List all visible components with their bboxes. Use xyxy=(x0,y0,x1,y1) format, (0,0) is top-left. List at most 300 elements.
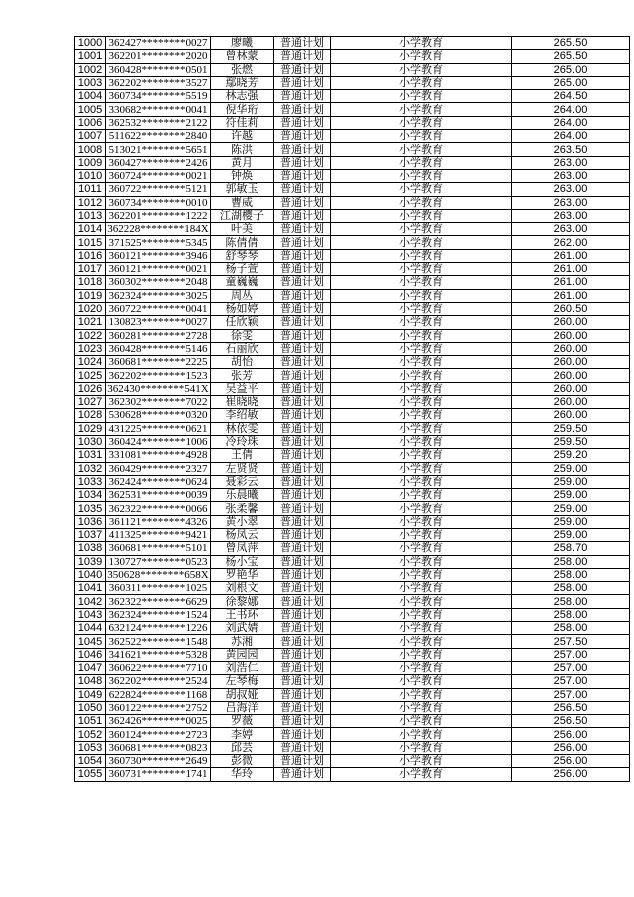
row-number-cell: 1021 xyxy=(75,316,106,329)
score-cell: 259.00 xyxy=(512,462,630,475)
id-number-cell: 431225********0621 xyxy=(106,422,211,435)
student-name-cell: 任欣颖 xyxy=(211,316,274,329)
row-number-cell: 1004 xyxy=(75,90,106,103)
major-cell: 小学教育 xyxy=(331,369,512,382)
plan-type-cell: 普通计划 xyxy=(274,741,331,754)
row-number-cell: 1038 xyxy=(75,542,106,555)
major-cell: 小学教育 xyxy=(331,568,512,581)
table-row xyxy=(75,143,630,156)
row-number-cell: 1020 xyxy=(75,302,106,315)
student-name-cell: 石丽欣 xyxy=(211,342,274,355)
student-name-cell: 黄园园 xyxy=(211,648,274,661)
id-number-cell: 362202********2524 xyxy=(106,675,211,688)
plan-type-cell: 普通计划 xyxy=(274,515,331,528)
id-number-cell: 362522********1548 xyxy=(106,635,211,648)
plan-type-cell: 普通计划 xyxy=(274,688,331,701)
major-cell: 小学教育 xyxy=(331,422,512,435)
score-cell: 263.00 xyxy=(512,196,630,209)
student-name-cell: 徐雯 xyxy=(211,329,274,342)
id-number-cell: 362201********2020 xyxy=(106,50,211,63)
id-number-cell: 360428********0501 xyxy=(106,63,211,76)
plan-type-cell: 普通计划 xyxy=(274,90,331,103)
student-name-cell: 吴益平 xyxy=(211,382,274,395)
plan-type-cell: 普通计划 xyxy=(274,449,331,462)
id-number-cell: 360681********5101 xyxy=(106,542,211,555)
major-cell: 小学教育 xyxy=(331,356,512,369)
plan-type-cell: 普通计划 xyxy=(274,595,331,608)
major-cell: 小学教育 xyxy=(331,715,512,728)
table-row xyxy=(75,741,630,754)
plan-type-cell: 普通计划 xyxy=(274,329,331,342)
admission-table-body xyxy=(75,37,630,782)
score-cell: 264.50 xyxy=(512,90,630,103)
row-number-cell: 1050 xyxy=(75,701,106,714)
plan-type-cell: 普通计划 xyxy=(274,183,331,196)
score-cell: 260.00 xyxy=(512,409,630,422)
student-name-cell: 曹威 xyxy=(211,196,274,209)
score-cell: 259.00 xyxy=(512,489,630,502)
student-name-cell: 林志强 xyxy=(211,90,274,103)
table-row xyxy=(75,595,630,608)
score-cell: 256.50 xyxy=(512,701,630,714)
student-name-cell: 舒琴琴 xyxy=(211,249,274,262)
score-cell: 257.50 xyxy=(512,635,630,648)
score-cell: 259.00 xyxy=(512,502,630,515)
score-cell: 261.00 xyxy=(512,289,630,302)
plan-type-cell: 普通计划 xyxy=(274,369,331,382)
table-row xyxy=(75,409,630,422)
id-number-cell: 360731********1741 xyxy=(106,768,211,781)
major-cell: 小学教育 xyxy=(331,183,512,196)
major-cell: 小学教育 xyxy=(331,143,512,156)
id-number-cell: 362427********0027 xyxy=(106,37,211,50)
id-number-cell: 360734********5519 xyxy=(106,90,211,103)
id-number-cell: 530628********0320 xyxy=(106,409,211,422)
plan-type-cell: 普通计划 xyxy=(274,409,331,422)
row-number-cell: 1017 xyxy=(75,263,106,276)
id-number-cell: 360281********2728 xyxy=(106,329,211,342)
plan-type-cell: 普通计划 xyxy=(274,755,331,768)
major-cell: 小学教育 xyxy=(331,103,512,116)
plan-type-cell: 普通计划 xyxy=(274,236,331,249)
student-name-cell: 罗艳华 xyxy=(211,568,274,581)
student-name-cell: 刘根文 xyxy=(211,582,274,595)
table-row xyxy=(75,76,630,89)
id-number-cell: 362531********0039 xyxy=(106,489,211,502)
id-number-cell: 411325********9421 xyxy=(106,528,211,541)
student-name-cell: 李婷 xyxy=(211,728,274,741)
score-cell: 258.00 xyxy=(512,622,630,635)
student-name-cell: 叶美 xyxy=(211,223,274,236)
table-row xyxy=(75,542,630,555)
plan-type-cell: 普通计划 xyxy=(274,209,331,222)
row-number-cell: 1047 xyxy=(75,661,106,674)
major-cell: 小学教育 xyxy=(331,90,512,103)
student-name-cell: 杨凤云 xyxy=(211,528,274,541)
id-number-cell: 362322********6629 xyxy=(106,595,211,608)
major-cell: 小学教育 xyxy=(331,169,512,182)
major-cell: 小学教育 xyxy=(331,63,512,76)
score-cell: 264.00 xyxy=(512,130,630,143)
student-name-cell: 曾林蒙 xyxy=(211,50,274,63)
plan-type-cell: 普通计划 xyxy=(274,528,331,541)
admission-table xyxy=(74,36,630,782)
major-cell: 小学教育 xyxy=(331,635,512,648)
score-cell: 261.00 xyxy=(512,249,630,262)
id-number-cell: 362228********184X xyxy=(107,223,209,236)
id-number-cell: 360722********5121 xyxy=(106,183,211,196)
table-row xyxy=(75,515,630,528)
row-number-cell: 1048 xyxy=(75,675,106,688)
table-row xyxy=(75,63,630,76)
score-cell: 265.00 xyxy=(512,76,630,89)
score-cell: 259.50 xyxy=(512,435,630,448)
row-number-cell: 1010 xyxy=(75,169,106,182)
id-number-cell: 511622********2840 xyxy=(106,130,211,143)
plan-type-cell: 普通计划 xyxy=(274,50,331,63)
score-cell: 260.00 xyxy=(512,342,630,355)
major-cell: 小学教育 xyxy=(331,528,512,541)
table-row xyxy=(75,661,630,674)
row-number-cell: 1026 xyxy=(75,382,106,395)
plan-type-cell: 普通计划 xyxy=(274,302,331,315)
table-row xyxy=(75,289,630,302)
id-number-cell: 622824********1168 xyxy=(106,688,211,701)
table-row xyxy=(75,329,630,342)
table-row xyxy=(75,688,630,701)
row-number-cell: 1051 xyxy=(75,715,106,728)
id-number-cell: 361121********4326 xyxy=(106,515,211,528)
row-number-cell: 1039 xyxy=(75,555,106,568)
student-name-cell: 钟焕 xyxy=(211,169,274,182)
row-number-cell: 1009 xyxy=(75,156,106,169)
table-row xyxy=(75,475,630,488)
major-cell: 小学教育 xyxy=(331,489,512,502)
id-number-cell: 360121********3946 xyxy=(106,249,211,262)
plan-type-cell: 普通计划 xyxy=(274,608,331,621)
table-row xyxy=(75,116,630,129)
plan-type-cell: 普通计划 xyxy=(274,143,331,156)
major-cell: 小学教育 xyxy=(331,502,512,515)
score-cell: 256.50 xyxy=(512,715,630,728)
id-number-cell: 362202********1523 xyxy=(106,369,211,382)
score-cell: 256.00 xyxy=(512,768,630,781)
student-name-cell: 左贤贤 xyxy=(211,462,274,475)
table-row xyxy=(75,209,630,222)
row-number-cell: 1054 xyxy=(75,755,106,768)
row-number-cell: 1029 xyxy=(75,422,106,435)
table-row xyxy=(75,701,630,714)
row-number-cell: 1044 xyxy=(75,622,106,635)
id-number-cell: 513021********5651 xyxy=(106,143,211,156)
student-name-cell: 陈洪 xyxy=(211,143,274,156)
row-number-cell: 1041 xyxy=(75,582,106,595)
major-cell: 小学教育 xyxy=(331,396,512,409)
plan-type-cell: 普通计划 xyxy=(274,475,331,488)
id-number-cell: 362324********1524 xyxy=(106,608,211,621)
score-cell: 256.00 xyxy=(512,728,630,741)
score-cell: 258.00 xyxy=(512,555,630,568)
row-number-cell: 1042 xyxy=(75,595,106,608)
major-cell: 小学教育 xyxy=(331,475,512,488)
score-cell: 259.20 xyxy=(512,449,630,462)
id-number-cell: 360722********0041 xyxy=(106,302,211,315)
row-number-cell: 1033 xyxy=(75,475,106,488)
row-number-cell: 1034 xyxy=(75,489,106,502)
row-number-cell: 1005 xyxy=(75,103,106,116)
major-cell: 小学教育 xyxy=(331,688,512,701)
plan-type-cell: 普通计划 xyxy=(274,489,331,502)
plan-type-cell: 普通计划 xyxy=(274,582,331,595)
plan-type-cell: 普通计划 xyxy=(274,502,331,515)
major-cell: 小学教育 xyxy=(331,622,512,635)
row-number-cell: 1019 xyxy=(75,289,106,302)
table-row xyxy=(75,183,630,196)
plan-type-cell: 普通计划 xyxy=(274,635,331,648)
row-number-cell: 1049 xyxy=(75,688,106,701)
major-cell: 小学教育 xyxy=(331,608,512,621)
student-name-cell: 徐黎娜 xyxy=(211,595,274,608)
major-cell: 小学教育 xyxy=(331,582,512,595)
student-name-cell: 王书环 xyxy=(211,608,274,621)
student-name-cell: 聂彩云 xyxy=(211,475,274,488)
score-cell: 264.00 xyxy=(512,116,630,129)
plan-type-cell: 普通计划 xyxy=(274,622,331,635)
table-row xyxy=(75,37,630,50)
row-number-cell: 1013 xyxy=(75,209,106,222)
plan-type-cell: 普通计划 xyxy=(274,422,331,435)
plan-type-cell: 普通计划 xyxy=(274,768,331,781)
plan-type-cell: 普通计划 xyxy=(274,382,331,395)
row-number-cell: 1046 xyxy=(75,648,106,661)
row-number-cell: 1053 xyxy=(75,741,106,754)
row-number-cell: 1012 xyxy=(75,196,106,209)
row-number-cell: 1055 xyxy=(75,768,106,781)
plan-type-cell: 普通计划 xyxy=(274,542,331,555)
plan-type-cell: 普通计划 xyxy=(274,169,331,182)
major-cell: 小学教育 xyxy=(331,595,512,608)
plan-type-cell: 普通计划 xyxy=(274,435,331,448)
major-cell: 小学教育 xyxy=(331,382,512,395)
table-row xyxy=(75,449,630,462)
table-row xyxy=(75,582,630,595)
plan-type-cell: 普通计划 xyxy=(274,568,331,581)
table-row xyxy=(75,422,630,435)
student-name-cell: 杨子萱 xyxy=(211,263,274,276)
row-number-cell: 1007 xyxy=(75,130,106,143)
student-name-cell: 胡叔娅 xyxy=(211,688,274,701)
major-cell: 小学教育 xyxy=(331,236,512,249)
major-cell: 小学教育 xyxy=(331,130,512,143)
row-number-cell: 1032 xyxy=(75,462,106,475)
row-number-cell: 1023 xyxy=(75,342,106,355)
student-name-cell: 罗薇 xyxy=(211,715,274,728)
row-number-cell: 1052 xyxy=(75,728,106,741)
plan-type-cell: 普通计划 xyxy=(274,249,331,262)
row-number-cell: 1006 xyxy=(75,116,106,129)
plan-type-cell: 普通计划 xyxy=(274,396,331,409)
major-cell: 小学教育 xyxy=(331,661,512,674)
score-cell: 260.00 xyxy=(512,382,630,395)
plan-type-cell: 普通计划 xyxy=(274,116,331,129)
id-number-cell: 362426********0025 xyxy=(106,715,211,728)
major-cell: 小学教育 xyxy=(331,302,512,315)
row-number-cell: 1001 xyxy=(75,50,106,63)
student-name-cell: 鄢晓芳 xyxy=(211,76,274,89)
major-cell: 小学教育 xyxy=(331,76,512,89)
table-row xyxy=(75,568,630,581)
major-cell: 小学教育 xyxy=(331,449,512,462)
score-cell: 260.00 xyxy=(512,356,630,369)
row-number-cell: 1016 xyxy=(75,249,106,262)
score-cell: 257.00 xyxy=(512,675,630,688)
id-number-cell: 350628********658X xyxy=(107,569,209,582)
row-number-cell: 1011 xyxy=(75,183,106,196)
plan-type-cell: 普通计划 xyxy=(274,263,331,276)
id-number-cell: 371525********5345 xyxy=(106,236,211,249)
id-number-cell: 360302********2048 xyxy=(106,276,211,289)
table-row xyxy=(75,236,630,249)
table-row xyxy=(75,622,630,635)
major-cell: 小学教育 xyxy=(331,409,512,422)
row-number-cell: 1028 xyxy=(75,409,106,422)
student-name-cell: 刘浩仁 xyxy=(211,661,274,674)
table-row xyxy=(75,435,630,448)
row-number-cell: 1036 xyxy=(75,515,106,528)
table-row xyxy=(75,342,630,355)
id-number-cell: 360429********2327 xyxy=(106,462,211,475)
table-row xyxy=(75,768,630,781)
table-row xyxy=(75,648,630,661)
id-number-cell: 362201********1222 xyxy=(106,209,211,222)
major-cell: 小学教育 xyxy=(331,249,512,262)
plan-type-cell: 普通计划 xyxy=(274,701,331,714)
row-number-cell: 1035 xyxy=(75,502,106,515)
score-cell: 265.00 xyxy=(512,63,630,76)
plan-type-cell: 普通计划 xyxy=(274,156,331,169)
score-cell: 259.50 xyxy=(512,422,630,435)
plan-type-cell: 普通计划 xyxy=(274,661,331,674)
score-cell: 260.00 xyxy=(512,369,630,382)
plan-type-cell: 普通计划 xyxy=(274,289,331,302)
score-cell: 258.00 xyxy=(512,582,630,595)
id-number-cell: 362532********2122 xyxy=(106,116,211,129)
row-number-cell: 1018 xyxy=(75,276,106,289)
plan-type-cell: 普通计划 xyxy=(274,37,331,50)
student-name-cell: 黄月 xyxy=(211,156,274,169)
plan-type-cell: 普通计划 xyxy=(274,103,331,116)
score-cell: 265.50 xyxy=(512,50,630,63)
table-row xyxy=(75,196,630,209)
score-cell: 265.50 xyxy=(512,37,630,50)
table-row xyxy=(75,635,630,648)
student-name-cell: 符佳莉 xyxy=(211,116,274,129)
table-row xyxy=(75,356,630,369)
plan-type-cell: 普通计划 xyxy=(274,63,331,76)
score-cell: 256.00 xyxy=(512,741,630,754)
table-row xyxy=(75,608,630,621)
major-cell: 小学教育 xyxy=(331,263,512,276)
student-name-cell: 彭微 xyxy=(211,755,274,768)
id-number-cell: 360681********2225 xyxy=(106,356,211,369)
student-name-cell: 杨小宝 xyxy=(211,555,274,568)
score-cell: 263.00 xyxy=(512,223,630,236)
major-cell: 小学教育 xyxy=(331,116,512,129)
row-number-cell: 1015 xyxy=(75,236,106,249)
major-cell: 小学教育 xyxy=(331,701,512,714)
table-row xyxy=(75,755,630,768)
student-name-cell: 崔晓晓 xyxy=(211,396,274,409)
table-row xyxy=(75,715,630,728)
major-cell: 小学教育 xyxy=(331,675,512,688)
table-row xyxy=(75,369,630,382)
score-cell: 260.50 xyxy=(512,302,630,315)
id-number-cell: 360428********5146 xyxy=(106,342,211,355)
score-cell: 258.70 xyxy=(512,542,630,555)
score-cell: 263.00 xyxy=(512,209,630,222)
major-cell: 小学教育 xyxy=(331,289,512,302)
id-number-cell: 360121********0021 xyxy=(106,263,211,276)
plan-type-cell: 普通计划 xyxy=(274,462,331,475)
plan-type-cell: 普通计划 xyxy=(274,648,331,661)
major-cell: 小学教育 xyxy=(331,768,512,781)
id-number-cell: 330682********0041 xyxy=(106,103,211,116)
table-row xyxy=(75,396,630,409)
major-cell: 小学教育 xyxy=(331,435,512,448)
student-name-cell: 陈倩倩 xyxy=(211,236,274,249)
major-cell: 小学教育 xyxy=(331,329,512,342)
plan-type-cell: 普通计划 xyxy=(274,130,331,143)
row-number-cell: 1037 xyxy=(75,528,106,541)
table-row xyxy=(75,156,630,169)
row-number-cell: 1000 xyxy=(75,37,106,50)
row-number-cell: 1031 xyxy=(75,449,106,462)
id-number-cell: 130823********0027 xyxy=(106,316,211,329)
major-cell: 小学教育 xyxy=(331,755,512,768)
row-number-cell: 1022 xyxy=(75,329,106,342)
major-cell: 小学教育 xyxy=(331,515,512,528)
table-row xyxy=(75,223,630,236)
score-cell: 260.00 xyxy=(512,329,630,342)
student-name-cell: 乐晨曦 xyxy=(211,489,274,502)
id-number-cell: 362430********541X xyxy=(107,382,209,395)
score-cell: 258.00 xyxy=(512,595,630,608)
major-cell: 小学教育 xyxy=(331,728,512,741)
student-name-cell: 廖曦 xyxy=(211,37,274,50)
score-cell: 258.00 xyxy=(512,608,630,621)
major-cell: 小学教育 xyxy=(331,196,512,209)
plan-type-cell: 普通计划 xyxy=(274,76,331,89)
score-cell: 259.00 xyxy=(512,515,630,528)
student-name-cell: 许越 xyxy=(211,130,274,143)
table-row xyxy=(75,502,630,515)
id-number-cell: 362302********7022 xyxy=(106,396,211,409)
table-row xyxy=(75,103,630,116)
table-row xyxy=(75,249,630,262)
row-number-cell: 1002 xyxy=(75,63,106,76)
id-number-cell: 362424********0624 xyxy=(106,475,211,488)
row-number-cell: 1008 xyxy=(75,143,106,156)
table-row xyxy=(75,302,630,315)
score-cell: 263.50 xyxy=(512,143,630,156)
student-name-cell: 张燃 xyxy=(211,63,274,76)
row-number-cell: 1014 xyxy=(75,223,106,236)
student-name-cell: 张柔馨 xyxy=(211,502,274,515)
student-name-cell: 吕海洋 xyxy=(211,701,274,714)
student-name-cell: 刘武婧 xyxy=(211,622,274,635)
student-name-cell: 黄小翠 xyxy=(211,515,274,528)
student-name-cell: 周丛 xyxy=(211,289,274,302)
